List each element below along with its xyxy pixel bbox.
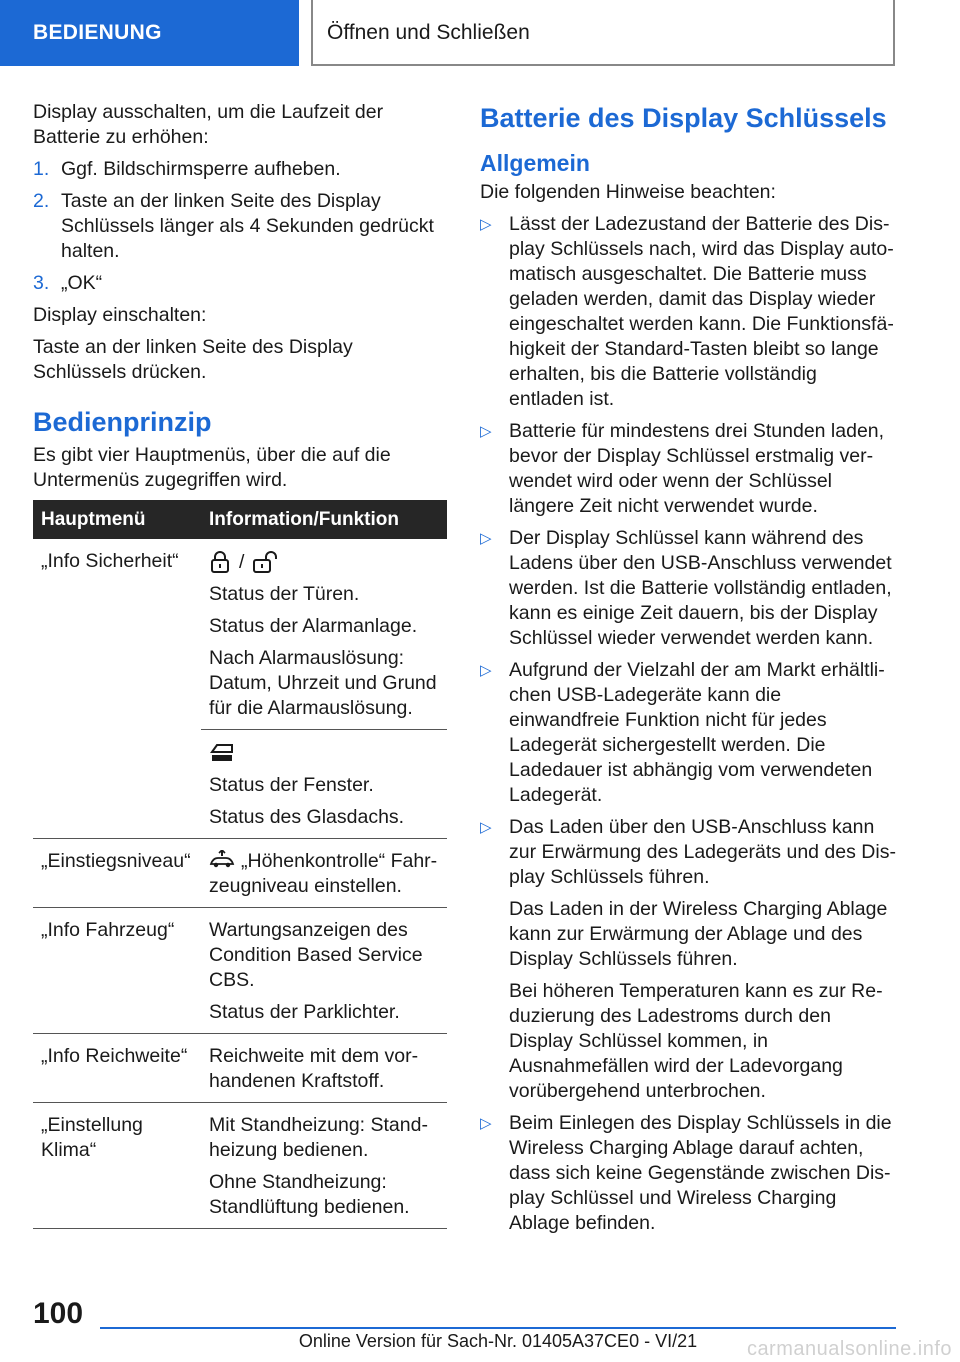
function-text: Wartungsanzeigen des Condition Based Service CBS. bbox=[209, 919, 423, 991]
list-item bbox=[480, 526, 896, 651]
battery-heading: Batterie des Display Schlüssels bbox=[480, 103, 887, 133]
footer-divider bbox=[100, 1327, 896, 1329]
watermark: carmanualsonline.info bbox=[746, 1338, 952, 1360]
menu-cell bbox=[33, 539, 201, 839]
step-item bbox=[33, 189, 447, 264]
menu-label: „Einstiegsniveau“ bbox=[41, 850, 191, 872]
icon-separator: / bbox=[239, 550, 245, 573]
function-text: Status der Alarmanlage. bbox=[209, 615, 418, 637]
menu-label: „Einstellung Klima“ bbox=[41, 1114, 143, 1161]
step-item bbox=[33, 157, 447, 182]
list-item-text: Das Laden über den USB-Anschluss kann zur Erwärmung des Ladegeräts und des Display Schlüssels führen. bbox=[509, 816, 896, 888]
function-cell bbox=[201, 539, 447, 730]
general-subheading: Allgemein bbox=[480, 150, 590, 176]
menu-label: „Info Fahrzeug“ bbox=[41, 919, 175, 941]
menu-label: „Info Sicherheit“ bbox=[41, 550, 179, 572]
list-item-text: Bei höheren Temperaturen kann es zur Reduzierung des Ladestroms durch den Display Schlüssel kommen, in Ausnahmefällen wird der Ladevorgang vorübergehend unterbrochen. bbox=[509, 980, 883, 1102]
function-text: „Höhenkontrolle“ Fahrzeugniveau einstellen. bbox=[209, 850, 438, 897]
intro-text: Display ausschalten, um die Laufzeit der Batterie zu erhöhen: bbox=[33, 101, 384, 148]
list-item-text: Beim Einlegen des Display Schlüssels in die Wireless Charging Ablage darauf achten, dass sich keine Gegenstände zwischen Display Schlüssel und Wireless Charging Ablage befinden. bbox=[509, 1112, 892, 1234]
step-text: „OK“ bbox=[61, 272, 103, 294]
triangle-bullet-icon: ▷ bbox=[480, 216, 492, 233]
list-item bbox=[480, 1111, 896, 1236]
triangle-bullet-icon: ▷ bbox=[480, 530, 492, 547]
function-text: Nach Alarmauslösung: Datum, Uhrzeit und Grund für die Alarmauslösung. bbox=[209, 647, 437, 719]
lock-open-icon bbox=[252, 550, 282, 574]
menu-cell bbox=[33, 839, 201, 908]
header-underline bbox=[311, 64, 895, 66]
switch-on-label: Display einschalten: bbox=[33, 304, 207, 326]
page-header bbox=[0, 0, 960, 66]
table-row bbox=[33, 1103, 447, 1229]
section-intro: Es gibt vier Hauptmenüs, über die auf die Untermenüs zugegriffen wird. bbox=[33, 444, 391, 491]
table-header-function: Information/Funktion bbox=[201, 500, 447, 539]
table-header-menu: Hauptmenü bbox=[33, 500, 201, 539]
function-text: Status der Fenster. bbox=[209, 774, 374, 796]
table-row bbox=[33, 539, 447, 730]
section-tab[interactable]: BEDIENUNG bbox=[0, 0, 299, 66]
list-item bbox=[480, 658, 896, 808]
step-number: 1. bbox=[33, 158, 50, 180]
menu-table bbox=[33, 500, 447, 1229]
list-item-text: Lässt der Ladezustand der Batterie des Display Schlüssels nach, wird das Display automatisch ausgeschaltet. Die Batterie muss geladen werden, damit das Display wieder eingeschaltet werden kann. Die Funktionsfähigkeit der Standard-Tasten bleibt so lange erhalten, bis die Batterie vollständig entladen ist. bbox=[509, 213, 894, 410]
left-column bbox=[33, 100, 447, 1229]
list-item bbox=[480, 212, 896, 412]
notes-intro: Die folgenden Hinweise beachten: bbox=[480, 181, 776, 203]
step-number: 2. bbox=[33, 190, 50, 212]
function-cell bbox=[201, 730, 447, 839]
icon-line bbox=[209, 740, 439, 766]
triangle-bullet-icon: ▷ bbox=[480, 1115, 492, 1132]
function-text: Status des Glasdachs. bbox=[209, 806, 405, 828]
function-text: Reichweite mit dem vorhandenen Kraftstoff. bbox=[209, 1045, 419, 1092]
triangle-bullet-icon: ▷ bbox=[480, 819, 492, 836]
menu-cell bbox=[33, 1034, 201, 1103]
header-divider bbox=[311, 0, 313, 66]
page-number: 100 bbox=[33, 1297, 84, 1330]
step-item bbox=[33, 271, 447, 296]
list-item-text: Das Laden in der Wireless Charging Ablage kann zur Erwärmung der Ablage und des Display Schlüssels führen. bbox=[509, 898, 888, 970]
list-item-text: Batterie für mindestens drei Stunden laden, bevor der Display Schlüssel erstmalig verwendet wird oder wenn der Schlüssel längere Zeit nicht verwendet wurde. bbox=[509, 420, 885, 517]
chapter-title: Öffnen und Schließen bbox=[327, 21, 530, 44]
menu-cell bbox=[33, 1103, 201, 1229]
function-text: Mit Standheizung: Standheizung bedienen. bbox=[209, 1114, 428, 1161]
function-cell bbox=[201, 839, 447, 908]
header-divider-right bbox=[893, 0, 895, 66]
list-item bbox=[480, 419, 896, 519]
triangle-bullet-icon: ▷ bbox=[480, 423, 492, 440]
lock-closed-icon bbox=[209, 550, 231, 574]
icon-line bbox=[209, 549, 439, 575]
table-row bbox=[33, 908, 447, 1034]
table-row bbox=[33, 1034, 447, 1103]
function-text: Ohne Standheizung: Standlüftung bedienen. bbox=[209, 1171, 410, 1218]
function-cell bbox=[201, 908, 447, 1034]
menu-cell bbox=[33, 908, 201, 1034]
function-text: Status der Türen. bbox=[209, 583, 360, 605]
list-item bbox=[480, 815, 896, 1104]
car-height-icon bbox=[209, 850, 235, 870]
footer-version-text: Online Version für Sach-Nr. 01405A37CE0 - VI/21 bbox=[298, 1331, 698, 1351]
right-column bbox=[480, 100, 896, 1243]
step-text: Ggf. Bildschirmsperre aufheben. bbox=[61, 158, 341, 180]
switch-on-text: Taste an der linken Seite des Display Schlüssels drücken. bbox=[33, 336, 353, 383]
list-item-text: Der Display Schlüssel kann während des Ladens über den USB-Anschluss verwendet werden. Ist die Batterie vollständig entladen, kann es einige Zeit dauern, bis der Display Schlüssel wieder verwendet werden kann. bbox=[509, 527, 892, 649]
list-item-text: Aufgrund der Vielzahl der am Markt erhältlichen USB-Ladegeräte kann die einwandfreie Funktion nicht für jedes Ladegerät sichergestellt werden. Die Ladedauer ist abhängig vom verwendeten Ladegerät. bbox=[509, 659, 885, 806]
step-number: 3. bbox=[33, 272, 50, 294]
function-cell bbox=[201, 1103, 447, 1229]
function-text: Status der Parklichter. bbox=[209, 1001, 400, 1023]
section-heading: Bedienprinzip bbox=[33, 407, 212, 437]
function-cell bbox=[201, 1034, 447, 1103]
table-row bbox=[33, 839, 447, 908]
menu-label: „Info Reichweite“ bbox=[41, 1045, 188, 1067]
window-icon bbox=[209, 742, 235, 764]
triangle-bullet-icon: ▷ bbox=[480, 662, 492, 679]
step-text: Taste an der linken Seite des Display Schlüssels länger als 4 Sekunden gedrückt halten. bbox=[61, 190, 434, 262]
